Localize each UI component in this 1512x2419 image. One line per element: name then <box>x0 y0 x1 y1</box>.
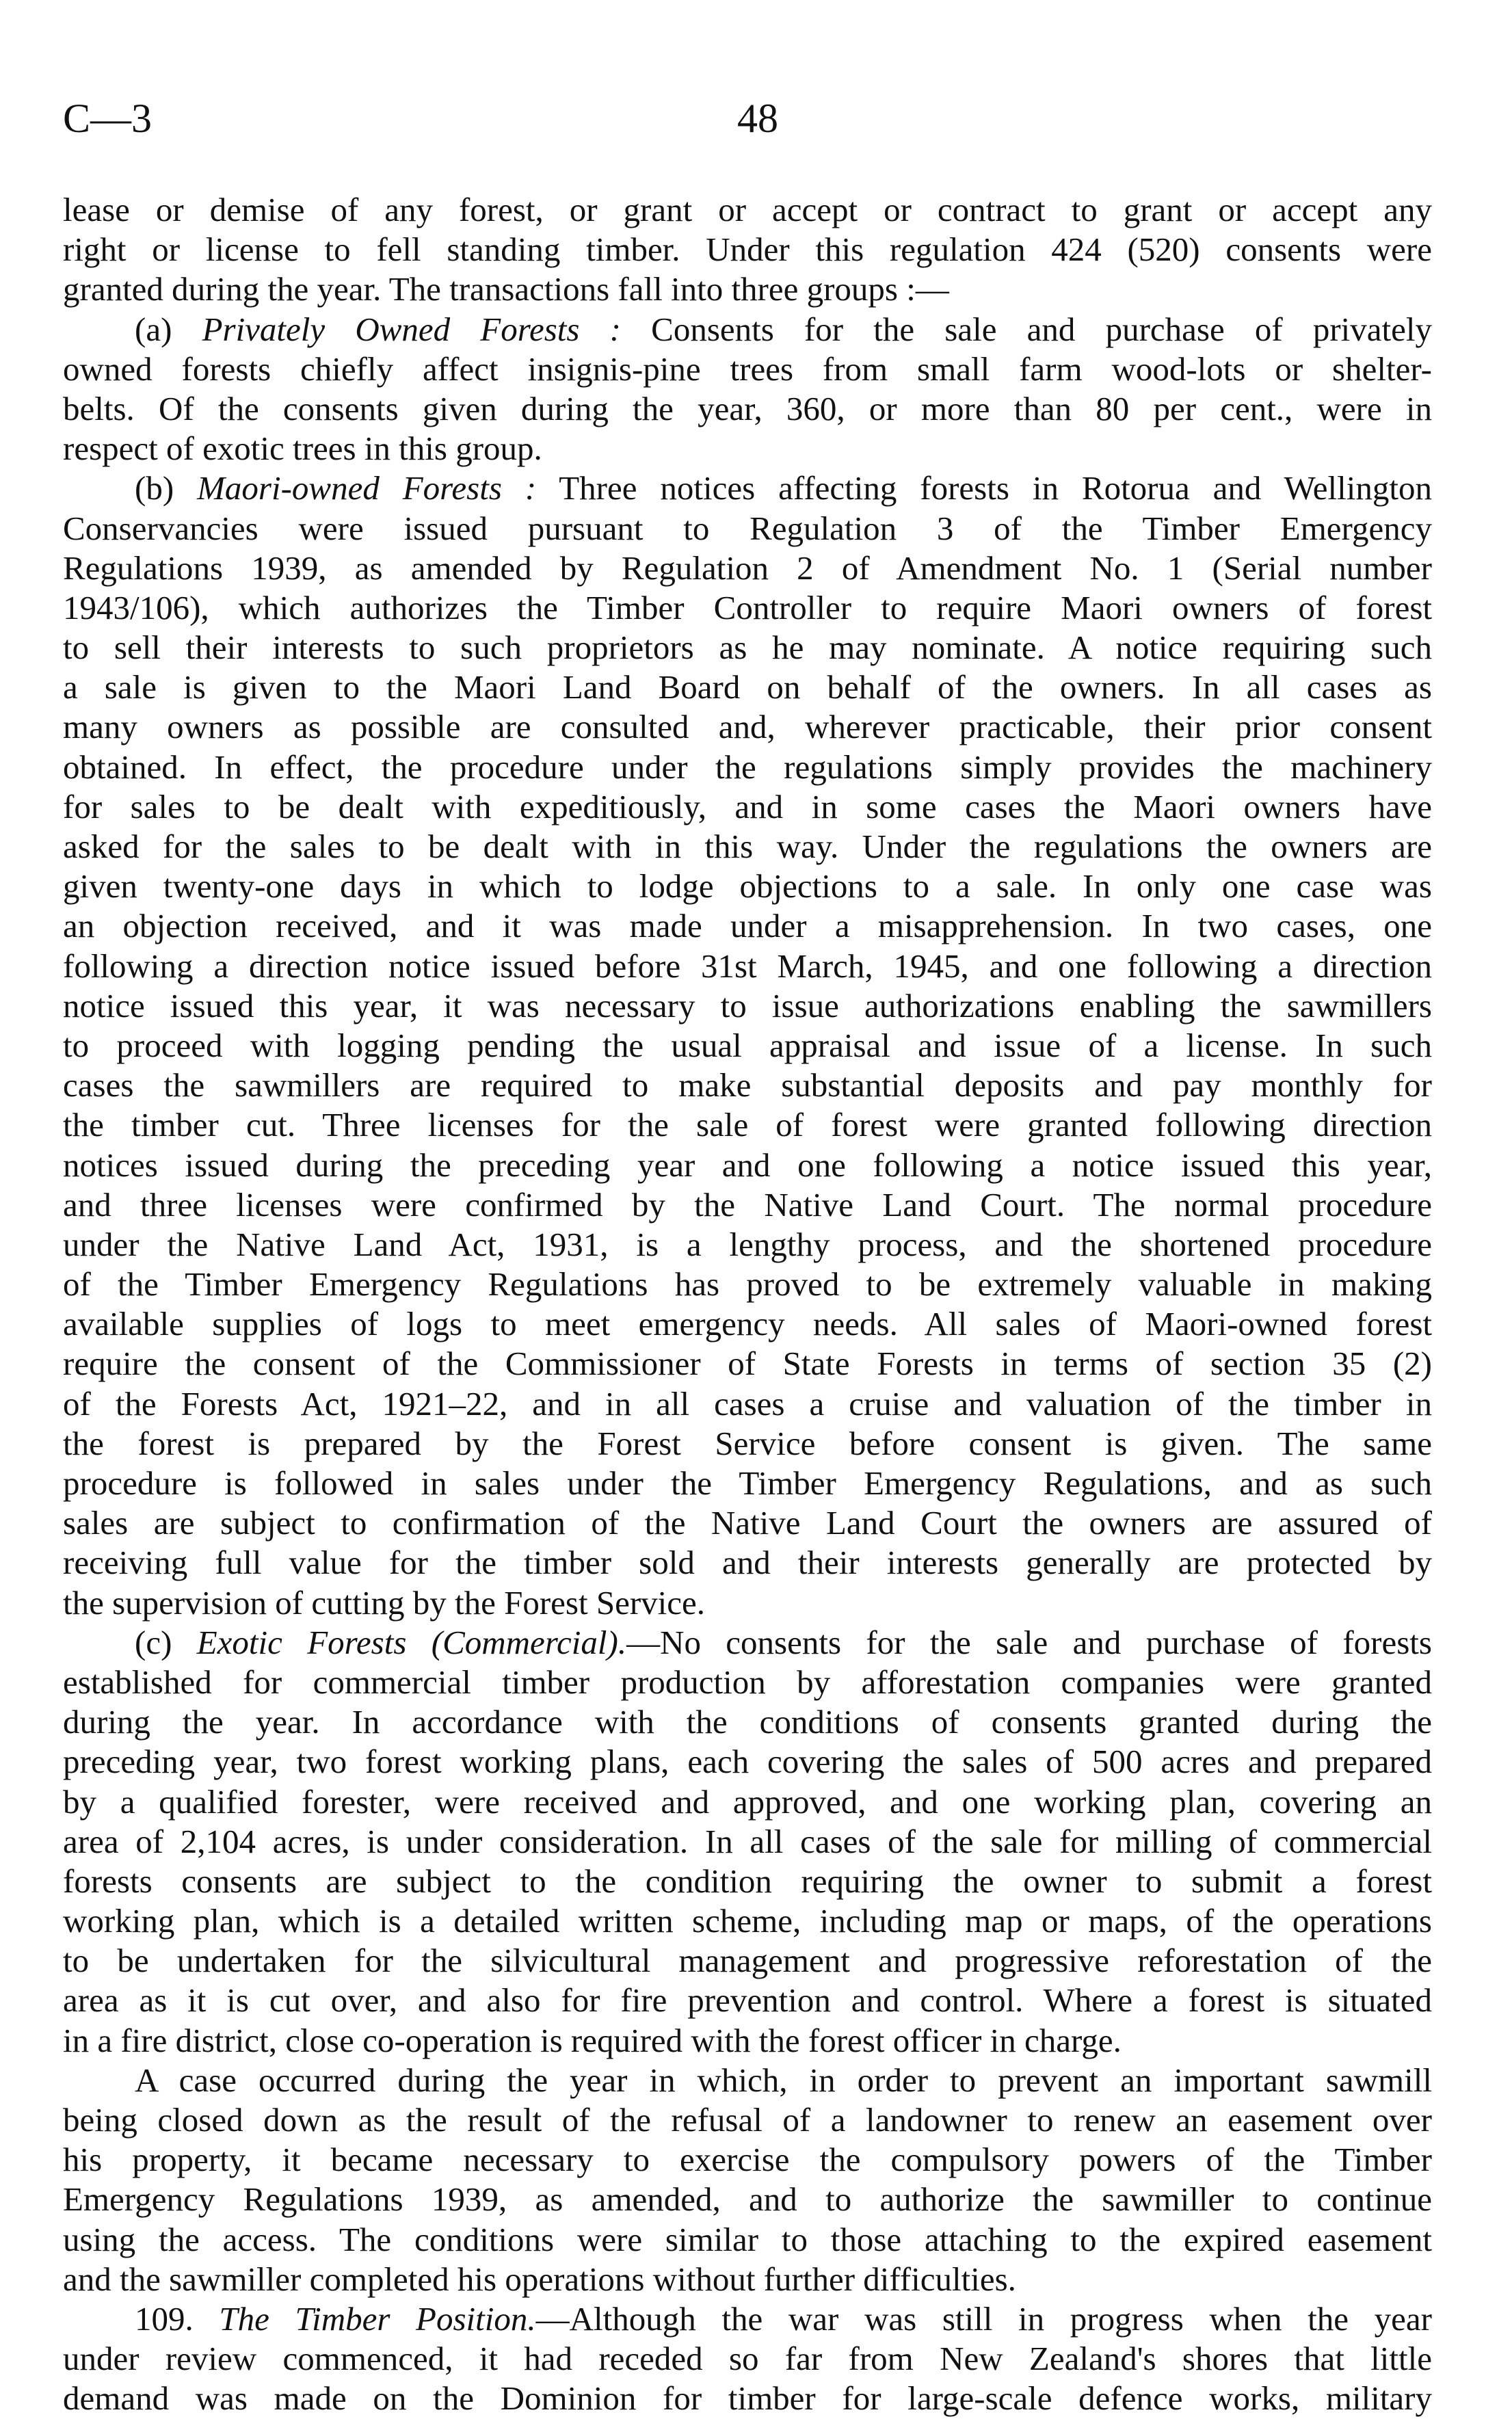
line-text: to sell their interests to such proprietors as he may nominate. A notice requiring such <box>63 629 1432 667</box>
text-line <box>63 2021 1432 2061</box>
line-text: owned forests chiefly affect insignis-pine trees from small farm wood-lots or shelter- <box>63 349 1432 388</box>
text-line <box>63 349 1432 389</box>
line-text: using the access. The conditions were similar to those attaching to the expired easement <box>63 2220 1432 2258</box>
line-text: by a qualified forester, were received and approved, and one working plan, covering an <box>63 1782 1432 1821</box>
line-text: area as it is cut over, and also for fire prevention and control. Where a forest is situated <box>63 1981 1432 2020</box>
line-text: Regulations 1939, as amended by Regulation 2 of Amendment No. 1 (Serial number <box>63 548 1432 587</box>
line-text: asked for the sales to be dealt with in this way. Under the regulations the owners are <box>63 828 1432 865</box>
line-text: following a direction notice issued before 31st March, 1945, and one following a direction <box>63 947 1432 985</box>
line-text: Three notices affecting forests in Rotorua and Wellington <box>536 469 1432 507</box>
line-text: established for commercial timber production by afforestation companies were granted <box>63 1663 1432 1701</box>
text-line <box>63 1941 1432 1981</box>
line-text: sales are subject to confirmation of the Native Land Court the owners are assured of <box>63 1504 1432 1542</box>
line-text: and the sawmiller completed his operations without further difficulties. <box>63 2260 1016 2298</box>
text-line <box>63 1424 1432 1464</box>
line-text: lease or demise of any forest, or grant or accept or contract to grant or accept any <box>63 191 1432 228</box>
text-line <box>63 2220 1432 2260</box>
text-line <box>63 1464 1432 1503</box>
text-line <box>63 1742 1432 1782</box>
text-line <box>63 2299 1432 2339</box>
text-line <box>63 1583 1432 1623</box>
text-line <box>63 748 1432 787</box>
line-text: notice issued this year, it was necessary to issue authorizations enabling the sawmillers <box>63 986 1432 1025</box>
text-line <box>63 1503 1432 1543</box>
text-line <box>63 548 1432 588</box>
line-text: right or license to fell standing timber. Under this regulation 424 (520) consents were <box>63 230 1432 269</box>
page-number: 48 <box>737 96 778 141</box>
text-line <box>63 2180 1432 2219</box>
line-text: being closed down as the result of the refusal of a landowner to renew an easement over <box>63 2101 1432 2139</box>
text-line <box>63 1981 1432 2020</box>
line-text: the forest is prepared by the Forest Service before consent is given. The same <box>63 1424 1432 1462</box>
line-text: receiving full value for the timber sold and their interests generally are protected by <box>63 1544 1432 1582</box>
text-line <box>63 1265 1432 1304</box>
text-line <box>63 2061 1432 2100</box>
line-text: obtained. In effect, the procedure under the regulations simply provides the machinery <box>63 748 1432 786</box>
line-text: —No consents for the sale and purchase of forests <box>626 1623 1432 1661</box>
line-text: an objection received, and it was made under a misapprehension. In two cases, one <box>63 907 1432 945</box>
line-text: in a fire district, close co-operation is required with the forest officer in charge. <box>63 2021 1122 2059</box>
line-text: —Although the war was still in progress when the year <box>535 2299 1432 2338</box>
text-line <box>63 190 1432 230</box>
line-text: to be undertaken for the silvicultural management and progressive reforestation of the <box>63 1942 1432 1980</box>
line-text: available supplies of logs to meet emergency needs. All sales of Maori-owned forest <box>63 1305 1432 1343</box>
text-line <box>63 468 1432 508</box>
text-line <box>63 1105 1432 1145</box>
text-line <box>63 867 1432 906</box>
text-line <box>63 1225 1432 1265</box>
line-text: his property, it became necessary to exercise the compulsory powers of the Timber <box>63 2141 1432 2179</box>
text-line <box>63 1822 1432 1862</box>
line-text: demand was made on the Dominion for timber for large-scale defence works, military <box>63 2379 1432 2418</box>
line-text: forests consents are subject to the condition requiring the owner to submit a forest <box>63 1862 1432 1900</box>
text-line <box>63 1623 1432 1663</box>
text-line <box>63 1304 1432 1344</box>
text-line <box>63 2260 1432 2299</box>
line-text: A case occurred during the year in which, in order to prevent an important sawmill <box>135 2061 1432 2099</box>
text-line <box>63 707 1432 747</box>
text-line <box>63 1782 1432 1822</box>
text-line <box>63 2339 1432 2379</box>
text-line <box>63 230 1432 269</box>
line-text: a sale is given to the Maori Land Board on behalf of the owners. In all cases as <box>63 668 1432 706</box>
paragraph-label: (b) <box>135 469 198 507</box>
text-line <box>63 667 1432 707</box>
text-line <box>63 827 1432 867</box>
text-line <box>63 509 1432 548</box>
text-line <box>63 429 1432 468</box>
line-text: under review commenced, it had receded so far from New Zealand's shores that little <box>63 2340 1432 2378</box>
line-text: respect of exotic trees in this group. <box>63 429 542 468</box>
line-text: procedure is followed in sales under the Timber Emergency Regulations, and as such <box>63 1464 1432 1502</box>
line-text: cases the sawmillers are required to make substantial deposits and pay monthly for <box>63 1066 1432 1105</box>
text-line <box>63 310 1432 349</box>
line-text: Consents for the sale and purchase of privately <box>620 310 1432 348</box>
text-line <box>63 628 1432 667</box>
line-text: granted during the year. The transactions fall into three groups :— <box>63 270 949 308</box>
line-text: the timber cut. Three licenses for the sale of forest were granted following direction <box>63 1106 1432 1144</box>
document-section-code: C—3 <box>63 96 152 141</box>
text-line <box>63 389 1432 429</box>
line-text: and three licenses were confirmed by the Native Land Court. The normal procedure <box>63 1185 1432 1224</box>
text-line <box>63 787 1432 827</box>
italic-heading: Privately Owned Forests : <box>202 310 621 348</box>
text-line <box>63 1702 1432 1742</box>
text-line <box>63 1146 1432 1185</box>
text-line <box>63 2100 1432 2140</box>
italic-heading: The Timber Position. <box>219 2299 536 2338</box>
line-text: during the year. In accordance with the conditions of consents granted during the <box>63 1703 1432 1741</box>
text-line <box>63 1663 1432 1702</box>
text-line <box>63 1862 1432 1901</box>
line-text: of the Forests Act, 1921–22, and in all cases a cruise and valuation of the timber in <box>63 1384 1432 1423</box>
text-line <box>63 2379 1432 2418</box>
body-text <box>63 190 1432 2419</box>
line-text: belts. Of the consents given during the year, 360, or more than 80 per cent., were in <box>63 389 1432 427</box>
text-line <box>63 269 1432 309</box>
line-text: for sales to be dealt with expeditiously, and in some cases the Maori owners have <box>63 787 1432 825</box>
text-line <box>63 947 1432 986</box>
text-line <box>63 2140 1432 2180</box>
text-line <box>63 1543 1432 1583</box>
text-line <box>63 1026 1432 1066</box>
line-text: under the Native Land Act, 1931, is a lengthy process, and the shortened procedure <box>63 1225 1432 1263</box>
line-text: given twenty-one days in which to lodge objections to a sale. In only one case was <box>63 867 1432 906</box>
line-text: area of 2,104 acres, is under consideration. In all cases of the sale for milling of commercial <box>63 1822 1432 1860</box>
line-text: the supervision of cutting by the Forest Service. <box>63 1583 705 1622</box>
text-line <box>63 1901 1432 1941</box>
text-line <box>63 986 1432 1026</box>
line-text: many owners as possible are consulted and, wherever practicable, their prior consent <box>63 708 1432 746</box>
line-text: notices issued during the preceding year and one following a notice issued this year, <box>63 1146 1432 1184</box>
paragraph-label: (c) <box>135 1623 197 1661</box>
line-text: Conservancies were issued pursuant to Regulation 3 of the Timber Emergency <box>63 509 1432 547</box>
paragraph-label: (a) <box>135 310 202 348</box>
line-text: require the consent of the Commissioner of State Forests in terms of section 35 (2) <box>63 1345 1432 1383</box>
line-text: Emergency Regulations 1939, as amended, and to authorize the sawmiller to continue <box>63 2180 1432 2219</box>
text-line <box>63 1344 1432 1384</box>
text-line <box>63 588 1432 628</box>
text-line <box>63 1384 1432 1424</box>
italic-heading: Exotic Forests (Commercial). <box>196 1623 627 1661</box>
text-line <box>63 906 1432 946</box>
line-text: preceding year, two forest working plans, each covering the sales of 500 acres and prepared <box>63 1743 1432 1781</box>
line-text: of the Timber Emergency Regulations has proved to be extremely valuable in making <box>63 1265 1432 1304</box>
italic-heading: Maori-owned Forests : <box>197 469 537 507</box>
line-text: 1943/106), which authorizes the Timber Controller to require Maori owners of forest <box>63 588 1432 626</box>
paragraph-label: 109. <box>135 2299 220 2338</box>
text-line <box>63 1066 1432 1105</box>
line-text: working plan, which is a detailed written scheme, including map or maps, of the operations <box>63 1902 1432 1940</box>
line-text: to proceed with logging pending the usual appraisal and issue of a license. In such <box>63 1026 1432 1064</box>
text-line <box>63 1185 1432 1225</box>
